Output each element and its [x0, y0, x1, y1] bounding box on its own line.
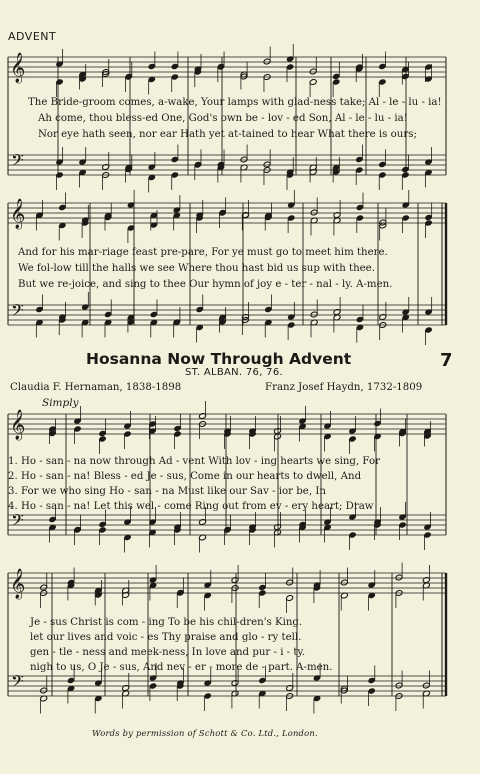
- treble-clef-icon: 𝄞: [10, 569, 26, 599]
- lyric-line: 4. Ho - san - na! Let this wel - come Ring out from ev - ery heart; Draw: [8, 501, 374, 512]
- lyric-line: And for his mar-riage feast pre-pare, For ye must go to meet him there.: [18, 247, 388, 258]
- hymn-title: Hosanna Now Through Advent: [86, 350, 352, 368]
- lyric-line: Ah come, thou bless-ed One, God's own be - lov - ed Son, Al - le - lu - ia!: [38, 113, 408, 124]
- hymn-number: 7: [440, 350, 453, 371]
- author-credit: Claudia F. Hernaman, 1838-1898: [10, 382, 182, 393]
- treble-clef-icon: 𝄞: [10, 53, 26, 83]
- lyric-line: Je - sus Christ is com - ing To be his chil-dren's King.: [30, 617, 303, 628]
- lyric-line: 3. For we who sing Ho - san - na Must like our Sav - ior be, In: [8, 486, 326, 497]
- bass-clef-icon: 𝄢: [11, 671, 24, 695]
- permission-footer: Words by permission of Schott & Co. Ltd., London.: [92, 728, 318, 738]
- bass-clef-icon: 𝄢: [11, 150, 24, 174]
- treble-clef-icon: 𝄞: [10, 199, 26, 229]
- lyric-line: But we re-joice, and sing to thee Our hymn of joy e - ter - nal - ly. A-men.: [18, 279, 393, 290]
- tempo-marking: Simply: [42, 397, 79, 409]
- section-heading: ADVENT: [8, 30, 57, 43]
- lyric-line: Nor eye hath seen, nor ear Hath yet at-tained to hear What there is ours;: [38, 129, 417, 140]
- lyric-line: gen - tle - ness and meek-ness, In love and pur - i - ty.: [30, 647, 306, 658]
- bass-clef-icon: 𝄢: [11, 510, 24, 534]
- lyric-line: nigh to us, O Je - sus, And nev - er - more de - part. A-men.: [30, 662, 333, 673]
- lyric-line: 2. Ho - san - na! Bless - ed Je - sus, Come in our hearts to dwell, And: [8, 471, 362, 482]
- composer-credit: Franz Josef Haydn, 1732-1809: [265, 382, 423, 393]
- bass-clef-icon: 𝄢: [11, 300, 24, 324]
- lyric-line: We fol-low till the halls we see Where thou hast bid us sup with thee.: [18, 263, 375, 274]
- tune-name: ST. ALBAN. 76, 76.: [185, 367, 283, 378]
- lyric-line: The Bride-groom comes, a-wake, Your lamps with glad-ness take; Al - le - lu - ia!: [28, 97, 442, 108]
- lyric-line: let our lives and voic - es Thy praise and glo - ry tell.: [30, 632, 302, 643]
- lyric-line: 1. Ho - san - na now through Ad - vent With lov - ing hearts we sing, For: [8, 456, 380, 467]
- treble-clef-icon: 𝄞: [10, 410, 26, 440]
